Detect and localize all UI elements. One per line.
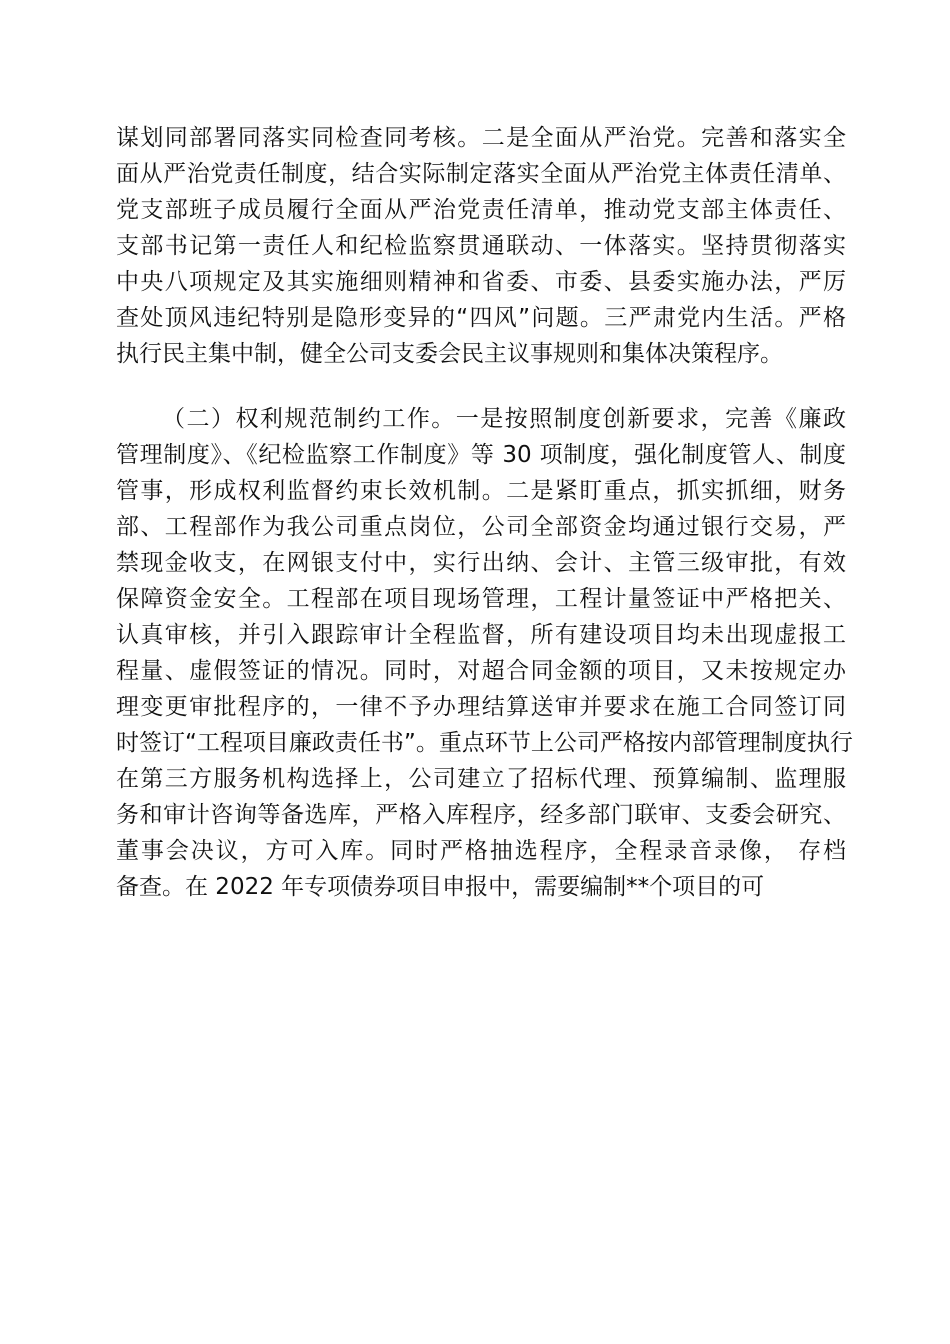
paragraph-2-line: 在第三方服务机构选择上，公司建立了招标代理、预算编制、监理服: [116, 766, 846, 792]
paragraph-2-line: 程量、虚假签证的情况。同时，对超合同金额的项目，又未按规定办: [116, 658, 846, 684]
paragraph-2-line: 管事，形成权利监督约束长效机制。二是紧盯重点，抓实抓细，财务: [116, 478, 846, 504]
paragraph-2-line: 时签订“工程项目廉政责任书”。重点环节上公司严格按内部管理制度执行: [116, 730, 853, 756]
paragraph-2: [116, 401, 853, 905]
paragraph-2-line: 管理制度》、《纪检监察工作制度》等 30 项制度，强化制度管人、制度: [116, 442, 846, 468]
paragraph-1-line: 查处顶风违纪特别是隐形变异的“四风”问题。三严肃党内生活。严格: [116, 305, 846, 331]
paragraph-2-line: 务和审计咨询等备选库，严格入库程序，经多部门联审、支委会研究、: [116, 802, 846, 828]
paragraph-1-line: 党支部班子成员履行全面从严治党责任清单，推动党支部主体责任、: [116, 197, 846, 223]
paragraph-2-line: 备查。在 2022 年专项债券项目申报中，需要编制**个项目的可: [116, 874, 765, 900]
paragraph-1-line: 谋划同部署同落实同检查同考核。二是全面从严治党。完善和落实全: [116, 125, 846, 151]
paragraph-2-line: （二）权利规范制约工作。一是按照制度创新要求，完善《廉政: [162, 406, 846, 432]
paragraph-1-line: 支部书记第一责任人和纪检监察贯通联动、一体落实。坚持贯彻落实: [116, 233, 846, 259]
paragraph-2-line: 部、工程部作为我公司重点岗位，公司全部资金均通过银行交易，严: [116, 514, 846, 540]
paragraph-2-line: 保障资金安全。工程部在项目现场管理，工程计量签证中严格把关、: [116, 586, 846, 612]
paragraph-1-line: 中央八项规定及其实施细则精神和省委、市委、县委实施办法，严厉: [116, 269, 846, 295]
paragraph-2-line: 理变更审批程序的，一律不予办理结算送审并要求在施工合同签订同: [116, 694, 846, 720]
paragraph-2-line: 禁现金收支，在网银支付中，实行出纳、会计、主管三级审批，有效: [116, 550, 846, 576]
paragraph-2-line: 认真审核，并引入跟踪审计全程监督，所有建设项目均未出现虚报工: [116, 622, 846, 648]
paragraph-1-line: 面从严治党责任制度，结合实际制定落实全面从严治党主体责任清单、: [116, 161, 846, 187]
paragraph-2-line: 董事会决议，方可入库。同时严格抽选程序，全程录音录像， 存档: [116, 838, 846, 864]
paragraph-1-line: 执行民主集中制，健全公司支委会民主议事规则和集体决策程序。: [116, 341, 783, 367]
paragraph-1: [116, 120, 846, 372]
